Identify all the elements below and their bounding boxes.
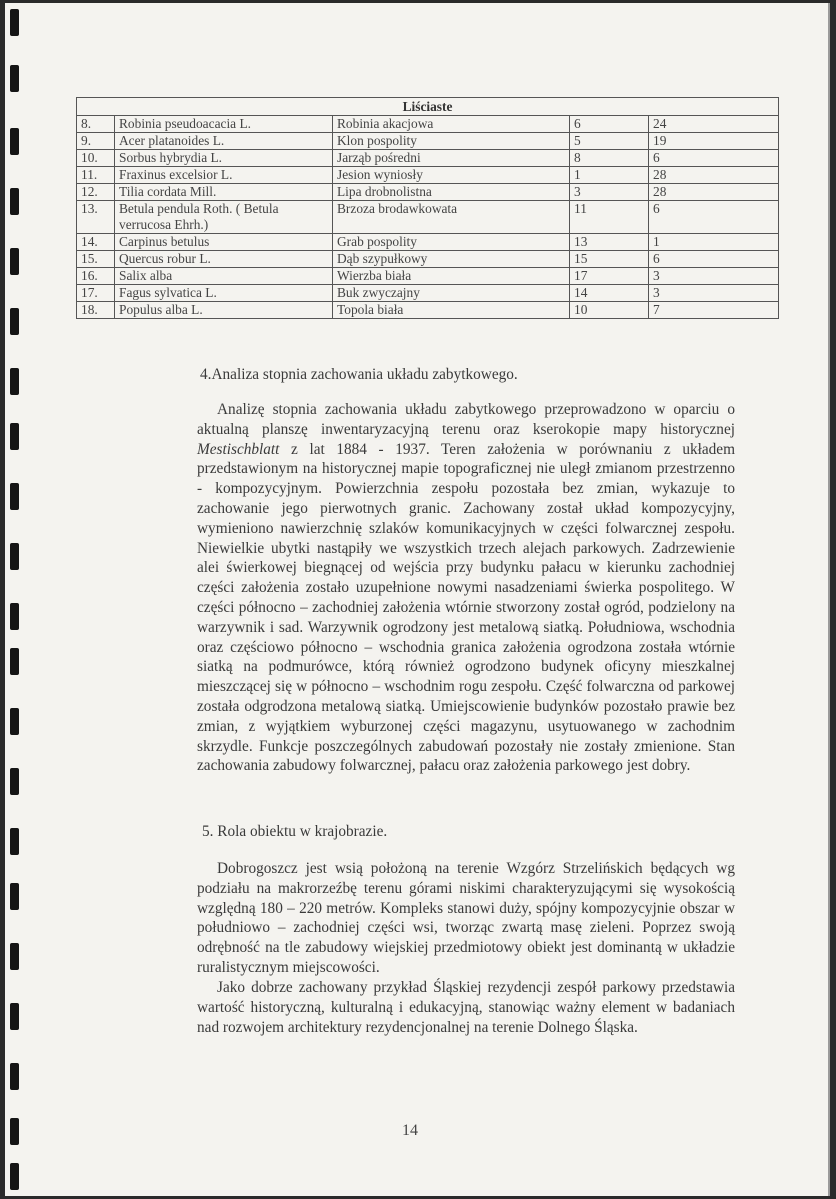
value-cell: 6 bbox=[649, 201, 779, 234]
binding-hole bbox=[10, 1118, 19, 1145]
polish-name-cell: Dąb szypułkowy bbox=[333, 251, 570, 268]
binding-hole bbox=[10, 768, 19, 795]
count-cell: 15 bbox=[570, 251, 649, 268]
row-number-cell: 16. bbox=[77, 268, 115, 285]
binding-hole bbox=[10, 308, 19, 335]
binding-hole bbox=[10, 828, 19, 855]
count-cell: 8 bbox=[570, 150, 649, 167]
polish-name-cell: Klon pospolity bbox=[333, 133, 570, 150]
latin-name-cell: Fagus sylvatica L. bbox=[115, 285, 333, 302]
binding-hole bbox=[10, 1163, 19, 1190]
table-row bbox=[77, 201, 779, 234]
value-cell: 3 bbox=[649, 268, 779, 285]
count-cell: 11 bbox=[570, 201, 649, 234]
value-cell: 1 bbox=[649, 234, 779, 251]
value-cell: 3 bbox=[649, 285, 779, 302]
value-cell: 24 bbox=[649, 116, 779, 133]
latin-name-cell: Fraxinus excelsior L. bbox=[115, 167, 333, 184]
latin-name-cell: Quercus robur L. bbox=[115, 251, 333, 268]
binding-hole bbox=[10, 943, 19, 970]
polish-name-cell: Buk zwyczajny bbox=[333, 285, 570, 302]
table-row bbox=[77, 302, 779, 319]
table-row bbox=[77, 150, 779, 167]
table-row bbox=[77, 116, 779, 133]
value-cell: 28 bbox=[649, 167, 779, 184]
polish-name-cell: Wierzba biała bbox=[333, 268, 570, 285]
binding-hole bbox=[10, 368, 19, 395]
row-number-cell: 18. bbox=[77, 302, 115, 319]
binding-hole bbox=[10, 543, 19, 570]
binding-hole bbox=[10, 248, 19, 275]
latin-name-cell: Sorbus hybrydia L. bbox=[115, 150, 333, 167]
section-5-paragraph-1 bbox=[197, 859, 735, 978]
value-cell: 7 bbox=[649, 302, 779, 319]
latin-name-cell: Carpinus betulus bbox=[115, 234, 333, 251]
latin-name-cell: Salix alba bbox=[115, 268, 333, 285]
count-cell: 6 bbox=[570, 116, 649, 133]
polish-name-cell: Topola biała bbox=[333, 302, 570, 319]
row-number-cell: 13. bbox=[77, 201, 115, 234]
polish-name-cell: Jesion wyniosły bbox=[333, 167, 570, 184]
table-row bbox=[77, 251, 779, 268]
polish-name-cell: Jarząb pośredni bbox=[333, 150, 570, 167]
value-cell: 19 bbox=[649, 133, 779, 150]
table-row bbox=[77, 184, 779, 201]
document-page bbox=[5, 3, 830, 1196]
row-number-cell: 14. bbox=[77, 234, 115, 251]
binding-hole bbox=[10, 188, 19, 215]
binding-hole bbox=[10, 483, 19, 510]
table-row bbox=[77, 133, 779, 150]
value-cell: 6 bbox=[649, 251, 779, 268]
paragraph-text: z lat 1884 - 1937. Teren założenia w porównaniu z układem przedstawionym na historycznej mapie topograficznej nie uległ zmianom przestrzenno - kompozycyjnym. Powierzchnia zespołu pozostała bez zmian, wykazuje to zachowanie jego pierwotnych granic. Zachowany został układ kompozycyjny, wymieniono nawierzchnię szlaków komunikacyjnych w części folwarcznej zespołu. Niewielkie ubytki nastąpiły we wszystkich trzech alejach parkowych. Zadrzewienie alei świerkowej biegnącej od wejścia przy budynku pałacu w kierunku zachodniej części założenia zostało uzupełnione nowymi nasadzeniami świerka pospolitego. W części północno – zachodniej założenia wtórnie stworzony został ogród, podzielony na warzywnik i sad. Warzywnik ogrodzony jest metalową siatką. Południowa, wschodnia oraz częściowo północno – wschodnia granica założenia ogrodzona została wtórnie siatką na podmurówce, którą również ogrodzono budynek oficyny mieszkalnej mieszczącej się w północno – wschodnim rogu zespołu. Część folwarczna od parkowej została odgrodzona metalową siatką. Umiejscowienie budynków pozostało prawie bez zmian, z wyjątkiem wyburzonej części magazynu, usytuowanego w zachodnim skrzydle. Funkcje poszczególnych zabudowań pozostały nie zostały zmienione. Stan zachowania zabudowy folwarcznej, pałacu oraz założenia parkowego jest dobry. bbox=[197, 440, 735, 775]
row-number-cell: 11. bbox=[77, 167, 115, 184]
row-number-cell: 8. bbox=[77, 116, 115, 133]
latin-name-cell: Acer platanoides L. bbox=[115, 133, 333, 150]
row-number-cell: 10. bbox=[77, 150, 115, 167]
binding-hole bbox=[10, 423, 19, 450]
latin-name-cell: Populus alba L. bbox=[115, 302, 333, 319]
page-number: 14 bbox=[402, 1122, 418, 1139]
table-body bbox=[77, 116, 779, 319]
binding-hole bbox=[10, 648, 19, 675]
section-5-heading: 5. Rola obiektu w krajobrazie. bbox=[202, 823, 388, 840]
latin-name-cell: Robinia pseudoacacia L. bbox=[115, 116, 333, 133]
row-number-cell: 17. bbox=[77, 285, 115, 302]
paragraph-text: Analizę stopnia zachowania układu zabytkowego przeprowadzono w oparciu o aktualną planszę inwentaryzacyjną terenu oraz kserokopie mapy historycznej bbox=[197, 401, 735, 438]
polish-name-cell: Grab pospolity bbox=[333, 234, 570, 251]
table-row bbox=[77, 234, 779, 251]
table-row bbox=[77, 285, 779, 302]
count-cell: 10 bbox=[570, 302, 649, 319]
latin-name-cell: Tilia cordata Mill. bbox=[115, 184, 333, 201]
latin-name-cell: Betula pendula Roth. ( Betula verrucosa Ehrh.) bbox=[115, 201, 333, 234]
binding-hole bbox=[10, 9, 19, 36]
row-number-cell: 9. bbox=[77, 133, 115, 150]
polish-name-cell: Robinia akacjowa bbox=[333, 116, 570, 133]
value-cell: 28 bbox=[649, 184, 779, 201]
binding-hole bbox=[10, 128, 19, 155]
binding-holes bbox=[5, 3, 25, 1196]
count-cell: 13 bbox=[570, 234, 649, 251]
value-cell: 6 bbox=[649, 150, 779, 167]
count-cell: 14 bbox=[570, 285, 649, 302]
binding-hole bbox=[10, 1063, 19, 1090]
table-row bbox=[77, 167, 779, 184]
count-cell: 5 bbox=[570, 133, 649, 150]
page-edge bbox=[828, 3, 830, 1196]
species-table bbox=[76, 97, 779, 319]
binding-hole bbox=[10, 1003, 19, 1030]
map-title: Mestischblatt bbox=[197, 440, 280, 458]
row-number-cell: 12. bbox=[77, 184, 115, 201]
table-heading: Liściaste bbox=[77, 98, 779, 116]
table-row bbox=[77, 268, 779, 285]
count-cell: 17 bbox=[570, 268, 649, 285]
binding-hole bbox=[10, 603, 19, 630]
binding-hole bbox=[10, 65, 19, 92]
section-5-paragraph-2 bbox=[197, 978, 735, 1037]
paragraph-text: Jako dobrze zachowany przykład Śląskiej rezydencji zespół parkowy przedstawia wartość historyczną, kulturalną i edukacyjną, stanowiąc ważny element w badaniach nad rozwojem architektury rezydencjonalnej na terenie Dolnego Śląska. bbox=[197, 979, 735, 1036]
polish-name-cell: Lipa drobnolistna bbox=[333, 184, 570, 201]
binding-hole bbox=[10, 708, 19, 735]
section-4-paragraph bbox=[197, 400, 735, 776]
section-4-heading: 4.Analiza stopnia zachowania układu zabytkowego. bbox=[200, 366, 518, 383]
binding-hole bbox=[10, 883, 19, 910]
paragraph-text: Dobrogoszcz jest wsią położoną na terenie Wzgórz Strzelińskich będących wg podziału na makrorzeźbę terenu górami niskimi charakteryzującymi się wysokością względną 180 – 220 metrów. Kompleks stanowi duży, spójny kompozycyjnie obszar w południowo – zachodniej części wsi, tworząc zwartą masę zieleni. Poprzez swoją odrębność na tle zabudowy wiejskiej przedmiotowy obiekt jest dominantą w układzie ruralistycznym miejscowości. bbox=[197, 860, 735, 976]
count-cell: 1 bbox=[570, 167, 649, 184]
row-number-cell: 15. bbox=[77, 251, 115, 268]
count-cell: 3 bbox=[570, 184, 649, 201]
polish-name-cell: Brzoza brodawkowata bbox=[333, 201, 570, 234]
